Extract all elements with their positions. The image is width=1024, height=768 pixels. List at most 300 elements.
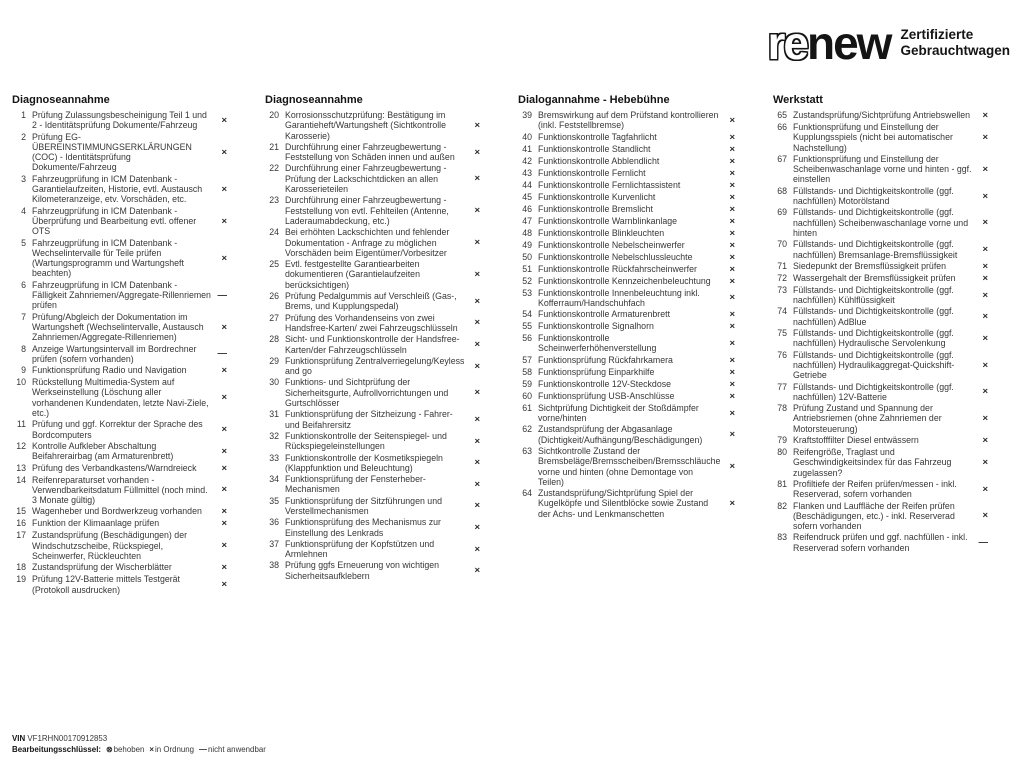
- item-number: 30: [269, 377, 279, 388]
- item-mark: ×: [474, 237, 480, 249]
- item-mark: ×: [729, 337, 735, 349]
- item-mark: ×: [221, 484, 227, 496]
- checklist-item: [265, 517, 482, 538]
- item-text: Bremswirkung auf dem Prüfstand kontrollieren (inkl. Feststellbremse): [538, 110, 719, 131]
- item-number: 22: [269, 163, 279, 174]
- column-items: [518, 110, 737, 519]
- item-mark: ×: [729, 309, 735, 321]
- checklist-item: [518, 379, 737, 390]
- item-number: 77: [777, 381, 787, 392]
- item-text: Funktionskontrolle Nebelschlussleuchte: [538, 251, 693, 262]
- item-number: 62: [522, 424, 532, 435]
- footer: [12, 734, 266, 755]
- checklist-item: [518, 488, 737, 519]
- item-text: Funktionskontrolle Kennzeichenbeleuchtung: [538, 275, 711, 286]
- item-text: Zustandsprüfung/Sichtprüfung Antriebswellen: [793, 110, 971, 120]
- item-text: Funktionskontrolle Kurvenlicht: [538, 191, 656, 202]
- item-number: 79: [777, 435, 787, 446]
- item-mark: —: [978, 537, 988, 549]
- item-text: Prüfung EG-ÜBEREINSTIMMUNGSERKLÄRUNGEN (COC) - Identitätsprüfung Dokumente/Fahrzeug: [32, 131, 192, 173]
- checklist-item: [12, 365, 229, 376]
- item-mark: ×: [221, 445, 227, 457]
- item-number: 17: [16, 530, 26, 541]
- item-number: 56: [522, 333, 532, 344]
- item-number: 32: [269, 430, 279, 441]
- item-text: Funktionsprüfung der Sitzführungen und Verstellmechanismen: [285, 495, 442, 516]
- checklist-item: [518, 180, 737, 191]
- item-number: 58: [522, 366, 532, 377]
- column-title: Werkstatt: [773, 94, 823, 106]
- item-mark: ×: [221, 424, 227, 436]
- item-text: Kontrolle Aufkleber Abschaltung Beifahrerairbag (am Armaturenbrett): [32, 440, 174, 462]
- item-number: 35: [269, 495, 279, 506]
- item-text: Evtl. festgestellte Garantiearbeiten dokumentieren (Garantielaufzeiten berücksichtigen): [285, 259, 420, 290]
- checklist-item: [12, 562, 229, 573]
- item-mark: ×: [729, 179, 735, 191]
- checklist-item: [518, 446, 737, 487]
- item-text: Funktionsprüfung und Einstellung der Scheibenwaschanlage vorne und hinten - ggf. einstellen: [793, 153, 972, 185]
- checklist-item: [518, 144, 737, 155]
- item-mark: ×: [982, 190, 988, 202]
- item-mark: ×: [729, 227, 735, 239]
- item-mark: ×: [729, 378, 735, 390]
- item-mark: ×: [729, 321, 735, 333]
- item-mark: ×: [729, 498, 735, 510]
- item-text: Funktionskontrolle Rückfahrscheinwerfer: [538, 263, 697, 274]
- checklist-item: [12, 377, 229, 418]
- item-text: Füllstands- und Dichtigkeitskontrolle (ggf. nachfüllen) 12V-Batterie: [793, 381, 954, 402]
- item-text: Siedepunkt der Bremsflüssigkeit prüfen: [793, 260, 947, 271]
- item-text: Flanken und Lauffläche der Reifen prüfen (Beschädigungen, etc.) - inkl. Reserverad sofern vorhanden: [793, 500, 955, 532]
- item-mark: ×: [729, 131, 735, 143]
- item-mark: ×: [474, 146, 480, 158]
- item-mark: ×: [729, 390, 735, 402]
- item-number: 29: [269, 355, 279, 366]
- item-text: Funktionskontrolle Signalhorn: [538, 321, 654, 332]
- item-number: 40: [522, 131, 532, 142]
- item-mark: ×: [474, 317, 480, 329]
- item-number: 23: [269, 195, 279, 206]
- checklist-item: [265, 539, 482, 560]
- item-number: 28: [269, 334, 279, 345]
- item-number: 64: [522, 488, 532, 499]
- item-mark: ×: [474, 435, 480, 447]
- item-number: 66: [777, 122, 787, 132]
- checklist-item: [12, 441, 229, 462]
- item-number: 21: [269, 141, 279, 152]
- item-mark: ×: [221, 562, 227, 574]
- item-number: 46: [522, 203, 532, 214]
- checklist-item: [265, 377, 482, 408]
- item-text: Funktionsprüfung der Sitzheizung - Fahrer- und Beifahrersitz: [285, 409, 453, 430]
- column-items: [12, 110, 229, 595]
- item-number: 12: [16, 440, 26, 451]
- checklist-item: [773, 435, 990, 446]
- vin-line: [12, 734, 266, 745]
- checklist-item: [773, 447, 990, 478]
- item-text: Funktionsprüfung Einparkhilfe: [538, 366, 655, 377]
- item-text: Funktionskontrolle 12V-Steckdose: [538, 378, 672, 389]
- checklist-item: [12, 238, 229, 279]
- item-text: Funktionskontrolle Warnblinkanlage: [538, 215, 678, 226]
- item-mark: ×: [729, 203, 735, 215]
- item-text: Funktionskontrolle Abblendlicht: [538, 155, 660, 166]
- item-text: Prüfung Pedalgummis auf Verschleiß (Gas-, Brems, und Kupplungspedal): [285, 291, 457, 312]
- item-number: 81: [777, 478, 787, 489]
- item-number: 51: [522, 263, 532, 274]
- item-mark: ×: [729, 155, 735, 167]
- item-number: 38: [269, 560, 279, 571]
- item-number: 57: [522, 354, 532, 365]
- vin-label: VIN: [12, 734, 26, 743]
- item-mark: ×: [221, 540, 227, 552]
- item-mark: ×: [221, 183, 227, 195]
- column-diagnoseannahme-2: [265, 94, 482, 582]
- checklist-item: [265, 110, 482, 141]
- checklist-item: [12, 463, 229, 474]
- checklist-item: [518, 321, 737, 332]
- checklist-columns: [12, 94, 988, 596]
- checklist-item: [518, 403, 737, 424]
- item-mark: ×: [729, 263, 735, 275]
- item-mark: ×: [982, 260, 988, 272]
- checklist-item: [518, 252, 737, 263]
- item-text: Funktionskontrolle Armaturenbrett: [538, 309, 671, 320]
- item-number: 59: [522, 378, 532, 389]
- checklist-item: [518, 132, 737, 143]
- checklist-item: [12, 174, 229, 205]
- item-number: 10: [16, 377, 26, 388]
- column-title: Diagnoseannahme: [12, 94, 110, 106]
- checklist-item: [265, 474, 482, 495]
- item-text: Korrosionsschutzprüfung: Bestätigung im Garantieheft/Wartungsheft (Sichtkontrolle Karosserie): [285, 110, 447, 141]
- item-text: Prüfung des Verbandkastens/Warndreieck: [32, 462, 197, 473]
- item-number: 19: [16, 574, 26, 585]
- item-number: 47: [522, 215, 532, 226]
- item-mark: ×: [982, 131, 988, 143]
- item-number: 43: [522, 167, 532, 178]
- item-text: Füllstands- und Dichtigkeitskontrolle (ggf. nachfüllen) AdBlue: [793, 306, 954, 327]
- item-mark: ×: [982, 435, 988, 447]
- checklist-item: [12, 110, 229, 131]
- vin-value: VF1RHN00170912853: [27, 734, 108, 743]
- item-number: 68: [777, 185, 787, 196]
- item-text: Fahrzeugprüfung in ICM Datenbank - Fälligkeit Zahnriemen/Aggregate-Rillenriemen prüfen: [32, 279, 211, 311]
- item-mark: ×: [221, 518, 227, 530]
- column-items: [265, 110, 482, 581]
- legend-text-nicht-anwendbar: nicht anwendbar: [207, 744, 266, 754]
- checklist-item: [773, 501, 990, 532]
- checklist-item: [773, 350, 990, 381]
- renew-wordmark: [767, 17, 891, 69]
- item-text: Prüfung 12V-Batterie mittels Testgerät (Protokoll ausdrucken): [32, 574, 180, 595]
- item-number: 44: [522, 179, 532, 190]
- item-text: Füllstands- und Dichtigkeitskontrolle (ggf. nachfüllen) Hydraulikaggregat-Quickshift-Getriebe: [793, 349, 955, 381]
- item-number: 80: [777, 447, 787, 458]
- item-text: Funktionskontrolle Scheinwerferhöhenverstellung: [538, 333, 657, 354]
- item-mark: ×: [982, 456, 988, 468]
- item-mark: ×: [221, 462, 227, 474]
- item-number: 39: [522, 110, 532, 120]
- item-number: 2: [21, 131, 26, 142]
- item-mark: ×: [221, 579, 227, 591]
- item-mark: ×: [221, 365, 227, 377]
- item-text: Prüfung des Vorhandenseins von zwei Handsfree-Karten/ zwei Fahrzeugschlüsseln: [285, 312, 458, 333]
- item-text: Funktionskontrolle Fernlichtassistent: [538, 179, 681, 190]
- item-text: Reifenreparaturset vorhanden - Verwendbarkeitsdatum Füllmittel (noch mind. 3 Monate gültig): [32, 474, 208, 506]
- item-mark: ×: [221, 392, 227, 404]
- item-text: Funktionsprüfung Radio und Navigation: [32, 365, 187, 376]
- renew-wordmark-new: new: [807, 17, 891, 69]
- item-mark: ×: [729, 114, 735, 126]
- item-text: Funktionskontrolle Nebelscheinwerfer: [538, 239, 685, 250]
- checklist-item: [518, 216, 737, 227]
- checklist-item: [265, 356, 482, 377]
- item-mark: ×: [221, 252, 227, 264]
- item-number: 26: [269, 291, 279, 302]
- item-text: Zustandsprüfung (Beschädigungen) der Windschutzscheibe, Rückspiegel, Scheinwerfer, Rückleuchten: [32, 530, 188, 561]
- item-number: 36: [269, 517, 279, 528]
- item-number: 53: [522, 287, 532, 298]
- item-number: 72: [777, 272, 787, 283]
- item-text: Fahrzeugprüfung in ICM Datenbank - Wechselintervalle für Teile prüfen (Wartungsprogramm und Wartungsheft beachten): [32, 237, 184, 279]
- item-mark: ×: [729, 275, 735, 287]
- item-mark: ×: [221, 114, 227, 126]
- item-mark: ×: [474, 500, 480, 512]
- item-number: 25: [269, 259, 279, 270]
- item-mark: ×: [474, 119, 480, 131]
- column-dialogannahme-hebebuehne: [518, 94, 737, 520]
- checklist-item: [12, 280, 229, 311]
- item-number: 4: [21, 205, 26, 216]
- item-text: Rückstellung Multimedia-System auf Werkseinstellung (Löschung aller vorhandenen Kundendaten, letzte Navi-Ziele, etc.): [32, 377, 209, 419]
- item-number: 18: [16, 562, 26, 573]
- item-mark: ×: [982, 386, 988, 398]
- item-text: Prüfung/Abgleich der Dokumentation im Wartungsheft (Wechselintervalle, Austausch Zahnriemen/Aggregate-Rillenriemen): [32, 311, 204, 343]
- item-mark: ×: [474, 205, 480, 217]
- item-text: Wassergehalt der Bremsflüssigkeit prüfen: [793, 272, 956, 283]
- item-mark: ×: [221, 506, 227, 518]
- item-mark: ×: [729, 251, 735, 263]
- item-number: 11: [16, 419, 26, 430]
- checklist-item: [773, 285, 990, 306]
- item-text: Prüfung Zulassungsbescheinigung Teil 1 und 2 - Identitätsprüfung Dokumente/Fahrzeug: [32, 110, 207, 131]
- item-mark: ×: [474, 414, 480, 426]
- item-mark: ×: [474, 387, 480, 399]
- item-number: 45: [522, 191, 532, 202]
- checklist-item: [12, 506, 229, 517]
- item-mark: ×: [982, 413, 988, 425]
- logo-tagline: [900, 27, 1010, 59]
- item-number: 73: [777, 284, 787, 295]
- item-text: Sicht- und Funktionskontrolle der Handsfree-Karten/der Fahrzeugschlüsseln: [285, 334, 460, 355]
- checklist-item: [518, 391, 737, 402]
- item-text: Füllstands- und Dichtigkeitskontrolle (ggf. nachfüllen) Bremsanlage-Bremsflüssigkeit: [793, 239, 958, 260]
- item-number: 70: [777, 239, 787, 250]
- item-text: Zustandsprüfung der Abgasanlage (Dichtigkeit/Aufhängung/Beschädigungen): [538, 424, 703, 445]
- checklist-item: [518, 240, 737, 251]
- item-text: Funktionskontrolle der Kosmetikspiegeln (Klappfunktion und Beleuchtung): [285, 452, 443, 473]
- item-number: 24: [269, 227, 279, 238]
- item-text: Sichtprüfung Dichtigkeit der Stoßdämpfer vorne/hinten: [538, 402, 699, 424]
- item-mark: —: [217, 289, 227, 301]
- checklist-item: [265, 313, 482, 334]
- item-text: Funktionskontrolle Fernlicht: [538, 167, 646, 178]
- item-mark: ×: [982, 244, 988, 256]
- item-mark: ×: [474, 295, 480, 307]
- checklist-item: [773, 239, 990, 260]
- item-text: Funktionsprüfung USB-Anschlüsse: [538, 390, 675, 401]
- checklist-item: [518, 156, 737, 167]
- item-mark: ×: [729, 143, 735, 155]
- checklist-item: [518, 110, 737, 131]
- item-text: Prüfung Zustand und Spannung der Antriebsriemen (ohne Zahnriemen der Motorsteuerung): [793, 403, 942, 434]
- checklist-item: [773, 382, 990, 403]
- legend-line: [12, 745, 266, 756]
- item-number: 55: [522, 321, 532, 332]
- item-text: Prüfung ggfs Erneuerung von wichtigen Sicherheitsaufklebern: [285, 560, 440, 581]
- logo-tagline-line1: Zertifizierte: [900, 27, 974, 43]
- checklist-item: [265, 560, 482, 581]
- item-text: Bei erhöhten Lackschichten und fehlender Dokumentation - Anfrage zu möglichen Vorschäden beim Eigentümer/Vorbesitzer: [285, 227, 450, 258]
- item-text: Fahrzeugprüfung in ICM Datenbank - Garantielaufzeiten, Historie, evtl. Austausch Kilometeranzeige, etv. Vorschäden, etc.: [32, 173, 203, 205]
- checklist-item: [518, 168, 737, 179]
- item-number: 15: [16, 506, 26, 517]
- legend-text-behoben: behoben: [113, 744, 145, 754]
- item-text: Fahrzeugprüfung in ICM Datenbank - Überprüfung und Bearbeitung evtl. offener OTS: [32, 205, 197, 237]
- checklist-item: [265, 453, 482, 474]
- item-mark: ×: [474, 360, 480, 372]
- item-text: Durchführung einer Fahrzeugbewertung - Feststellung von Schäden innen und außen: [285, 141, 455, 163]
- checklist-item: [518, 192, 737, 203]
- item-mark: ×: [474, 565, 480, 577]
- item-number: 61: [522, 402, 532, 413]
- item-text: Funktionsprüfung der Fensterheber-Mechanismen: [285, 474, 426, 495]
- item-number: 20: [269, 110, 279, 120]
- checklist-item: [773, 110, 990, 121]
- column-werkstatt: [773, 94, 990, 554]
- item-text: Funktion der Klimaanlage prüfen: [32, 518, 160, 529]
- legend-text-in-ordnung: in Ordnung: [155, 744, 195, 754]
- item-mark: ×: [729, 407, 735, 419]
- item-mark: ×: [982, 110, 988, 121]
- item-text: Funktionsprüfung des Mechanismus zur Einstellung des Lenkrads: [285, 517, 441, 538]
- item-mark: ×: [982, 483, 988, 495]
- item-number: 76: [777, 349, 787, 360]
- item-mark: ×: [729, 239, 735, 251]
- legend-symbol-nicht-anwendbar: —: [199, 744, 207, 754]
- item-mark: ×: [729, 366, 735, 378]
- checklist-item: [773, 154, 990, 185]
- item-number: 41: [522, 143, 532, 154]
- item-text: Durchführung einer Fahrzeugbewertung - Prüfung der Lackschichtdicken an allen Karosserieteilen: [285, 163, 447, 195]
- checklist-item: [12, 312, 229, 343]
- item-number: 48: [522, 227, 532, 238]
- checklist-item: [12, 530, 229, 561]
- item-mark: ×: [982, 217, 988, 229]
- checklist-item: [518, 276, 737, 287]
- checklist-item: [265, 163, 482, 194]
- item-mark: ×: [221, 215, 227, 227]
- item-mark: ×: [474, 478, 480, 490]
- item-text: Funktionskontrolle Blinkleuchten: [538, 227, 665, 238]
- item-mark: ×: [982, 359, 988, 371]
- item-mark: ×: [982, 332, 988, 344]
- checklist-item: [518, 424, 737, 445]
- item-number: 78: [777, 403, 787, 414]
- checklist-item: [518, 355, 737, 366]
- item-text: Kraftstofffilter Diesel entwässern: [793, 435, 919, 446]
- item-mark: ×: [221, 146, 227, 158]
- item-mark: ×: [982, 510, 988, 522]
- item-text: Funktionskontrolle Bremslicht: [538, 203, 653, 214]
- item-mark: ×: [982, 163, 988, 175]
- checklist-item: [518, 228, 737, 239]
- item-text: Funktionsprüfung und Einstellung der Kupplungsspiels (nicht bei automatischer Nachstellung): [793, 122, 953, 153]
- item-number: 3: [21, 173, 26, 184]
- checklist-item: [265, 431, 482, 452]
- item-text: Füllstands- und Dichtigkeitskontrolle (ggf. nachfüllen) Motorölstand: [793, 185, 954, 207]
- item-number: 13: [16, 462, 26, 473]
- item-mark: ×: [729, 167, 735, 179]
- checklist-item: [12, 206, 229, 237]
- item-mark: ×: [982, 311, 988, 323]
- item-number: 50: [522, 251, 532, 262]
- item-number: 6: [21, 279, 26, 290]
- checklist-item: [773, 306, 990, 327]
- item-number: 9: [21, 365, 26, 376]
- item-number: 37: [269, 538, 279, 549]
- item-number: 54: [522, 309, 532, 320]
- checklist-item: [12, 419, 229, 440]
- item-mark: ×: [474, 269, 480, 281]
- item-number: 34: [269, 474, 279, 485]
- item-number: 49: [522, 239, 532, 250]
- item-number: 71: [777, 260, 787, 271]
- item-number: 42: [522, 155, 532, 166]
- legend-symbol-in-ordnung: ×: [149, 744, 154, 754]
- item-text: Funktionsprüfung Rückfahrkamera: [538, 354, 673, 365]
- checklist-item: [773, 186, 990, 207]
- item-text: Funktionsprüfung der Kopfstützen und Armlehnen: [285, 538, 435, 560]
- checklist-item: [773, 207, 990, 238]
- item-text: Prüfung und ggf. Korrektur der Sprache des Bordcomputers: [32, 419, 203, 440]
- item-number: 8: [21, 343, 26, 354]
- checklist-item: [773, 532, 990, 553]
- checklist-item: [773, 479, 990, 500]
- item-number: 69: [777, 207, 787, 218]
- checklist-item: [265, 259, 482, 290]
- item-text: Funktions- und Sichtprüfung der Sicherheitsgurte, Aufrollvorrichtungen und Gurtschlösser: [285, 377, 449, 409]
- item-text: Funktionskontrolle der Seitenspiegel- und Rückspiegeleinstellungen: [285, 430, 447, 452]
- item-number: 74: [777, 306, 787, 317]
- item-text: Funktionskontrolle Tagfahrlicht: [538, 131, 657, 142]
- column-title: Diagnoseannahme: [265, 94, 363, 106]
- item-text: Füllstands- und Dichtigkeitskontrolle (ggf. nachfüllen) Scheibenwaschanlage vorne und hinten: [793, 207, 969, 238]
- checklist-item: [518, 204, 737, 215]
- checklist-item: [773, 328, 990, 349]
- item-mark: ×: [729, 461, 735, 473]
- checklist-item: [12, 518, 229, 529]
- item-number: 5: [21, 237, 26, 248]
- checklist-item: [265, 291, 482, 312]
- checklist-item: [12, 132, 229, 173]
- item-text: Anzeige Wartungsintervall im Bordrechner prüfen (sofern vorhanden): [32, 343, 197, 364]
- checklist-item: [773, 403, 990, 434]
- item-mark: ×: [474, 543, 480, 555]
- checklist-item: [773, 122, 990, 153]
- renew-wordmark-re: re: [767, 17, 807, 69]
